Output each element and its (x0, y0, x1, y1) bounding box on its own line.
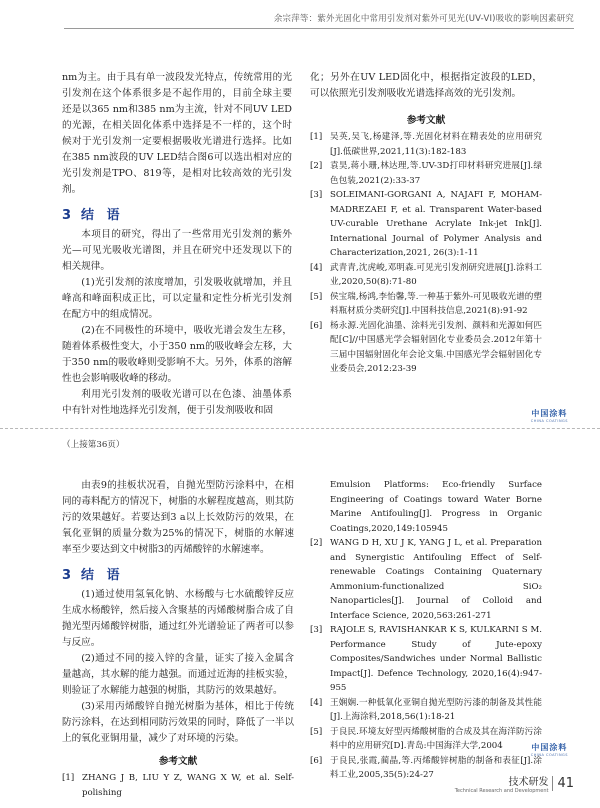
reference-item: [3] RAJOLE S, RAVISHANKAR K S, KULKARNI S M. Performance Study of Jute-epoxy Composites/Sandwiches under Normal Ballistic Impact[J]. Defence Technology, 2020,16(4):947-955 (310, 625, 542, 693)
top-left-column (62, 70, 292, 419)
reference-item: [1] ZHANG J B, LIU Y Z, WANG X W, et al. Self-polishing (62, 773, 294, 798)
journal-section-name-en: Technical Research and Development (454, 788, 549, 794)
bottom-right-column (310, 464, 542, 783)
top-right-column (310, 70, 542, 377)
reference-item: [5] 于良民.环境友好型丙烯酸树脂的合成及其在海洋防污涂料中的应用研究[D].青岛:中国海洋大学,2004 (310, 726, 542, 751)
reference-item: [6] 杨永源.光固化油墨、涂料光引发剂、颜料和光源如何匹配[C]//中国感光学会辐射固化专业委员会.2012年第十三届中国辐射固化年会论文集.中国感光学会辐射固化专业委员会,2012:23-39 (310, 320, 542, 374)
section-title: 结 语 (81, 208, 124, 223)
page-footer (455, 773, 574, 794)
article-divider (0, 428, 600, 429)
section-heading (62, 204, 292, 223)
reference-item: [5] 侯宝瑞,杨鸿,李怡馨,等.一种基于紫外-可见吸收光谱的塑料瓶材质分类研究[J].中国科技信息,2021(8):91-92 (310, 291, 542, 316)
section-number: 3 (62, 208, 76, 223)
bottom-left-column (62, 478, 294, 800)
reference-item: [2] WANG D H, XU J K, YANG J L, et al. Preparation and Synergistic Antifouling Effect of Self-renewable Coatings Containing Quaternary Ammonium-functionalized SiO₂ Nanoparticles[J]. Journal of Colloid and Interface Science, 2020,563:261-271 (310, 538, 542, 621)
reference-item: [4] 王娴娴.一种低氧化亚铜自抛光型防污漆的制备及其性能[J].上海涂料,2018,56(1):18-21 (310, 697, 542, 722)
paragraph: 化；另外在UV LED固化中，根据指定波段的LED，可以依照光引发剂吸收光谱选择高效的光引发剂。 (310, 72, 542, 99)
paragraph: 利用光引发剂的吸收光谱可以在色漆、油墨体系中有针对性地选择光引发剂，便于引发剂吸收和固 (62, 389, 292, 416)
journal-section (455, 773, 549, 794)
references-heading: 参考文献 (406, 115, 446, 126)
running-head: 余宗萍等：紫外光固化中常用引发剂对紫外可见光(UV-VI)吸收的影响因素研究 (273, 14, 574, 24)
paragraph: (2)通过不同的接入锌的含量，证实了接入金属含量越高，其水解的能力越强。而通过近海的挂板实验，则验证了水解能力越强的树脂，其防污的效果越好。 (62, 653, 294, 696)
paragraph: (3)采用丙烯酸锌自抛光树脂为基体，相比于传统防污涂料，在达到相同防污效果的同时，降低了一半以上的氧化亚铜用量，减少了对环境的污染。 (62, 701, 294, 744)
section-heading (62, 564, 294, 583)
continued-note: （上接第36页） (62, 440, 125, 450)
page-number: 41 (552, 776, 574, 791)
reference-item: [4] 武青青,沈虎峻,邓明森.可见光引发剂研究进展[J].涂料工业,2020,50(8):71-80 (310, 262, 542, 287)
journal-section-name: 技术研发 (508, 777, 549, 788)
paragraph: (1)通过使用氢氧化钠、水杨酸与七水硫酸锌反应生成水杨酸锌，然后接入含聚基的丙烯酸树脂合成了自抛光型丙烯酸锌树脂，通过红外光谱验证了两者可以参与反应。 (62, 589, 294, 648)
reference-item: [3] SOLEIMANI-GORGANI A, NAJAFI F, MOHAM-MADREZAEI F, et al. Transparent Water-based UV-curable Urethane Acrylate Ink-jet Ink[J]. International Journal of Polymer Analysis and Characterization,2021, 26(3):1-11 (310, 190, 542, 258)
journal-logo: 中国涂料 CHINA COATINGS (530, 409, 568, 423)
reference-item: [1] 吴英,吴飞,杨建泽,等.光固化材料在精表处的应用研究[J].低碳世界,2021,11(3):182-183 (310, 132, 542, 157)
journal-logo: 中国涂料 CHINA COATINGS (530, 743, 568, 757)
section-title: 结 语 (81, 568, 124, 583)
paragraph: (2)在不同极性的环境中，吸收光谱会发生左移，随着体系极性变大，小于350 nm的吸收峰会左移，大于350 nm的吸收峰则受影响不大。另外，体系的溶解性也会影响吸收峰的移动。 (62, 325, 292, 384)
header-rule (64, 28, 574, 29)
paragraph: nm为主。由于具有单一波段发光特点，传统常用的光引发剂在这个体系很多是不起作用的，目前全球主要还是以365 nm和385 nm为主流，针对不同UV LED的光源，在相关固化体系中选择是不一样的，这个时候对于光引发剂一定要根据吸收光谱进行选择。比如在385 nm波段的UV LED结合图6可以选出相对应的光引发剂是TPO、819等，是相对比较高效的光引发剂。 (62, 72, 292, 195)
paragraph: (1)光引发剂的浓度增加，引发吸收就增加，并且峰高和峰面积成正比，可以定量和定性分析光引发剂在配方中的组成情况。 (62, 277, 292, 320)
references-heading: 参考文献 (158, 756, 198, 767)
paragraph: 本项目的研究，得出了一些常用光引发剂的紫外光—可见光吸收光谱图，并且在研究中还发现以下的相关规律。 (62, 229, 292, 272)
reference-item: [6] 于良民,张霞,蔺晶,等.丙烯酸锌树脂的制备和表征[J].涂料工业,2005,35(5):24-27 (310, 755, 542, 780)
reference-item: Emulsion Platforms: Eco-friendly Surface Engineering of Coatings toward Water Borne Marine Antifouling[J]. Progress in Organic Coatings,2020,149:105945 (330, 480, 542, 534)
section-number: 3 (62, 568, 76, 583)
reference-item: [2] 袁昊,蒋小珊,林达理,等.UV-3D打印材料研究进展[J].绿色包装,2021(2):33-37 (310, 161, 542, 186)
paragraph: 由表9的挂板状况看，自抛光型防污涂料中，在相同的毒料配方的情况下，树脂的水解程度越高，则其防污的效果越好。若要达到3 a以上长效防污的效果，在氧化亚铜的质量分数为25%的情况下，树脂的水解速率至少要达到文中树脂3的丙烯酸锌的水解速率。 (62, 480, 294, 555)
